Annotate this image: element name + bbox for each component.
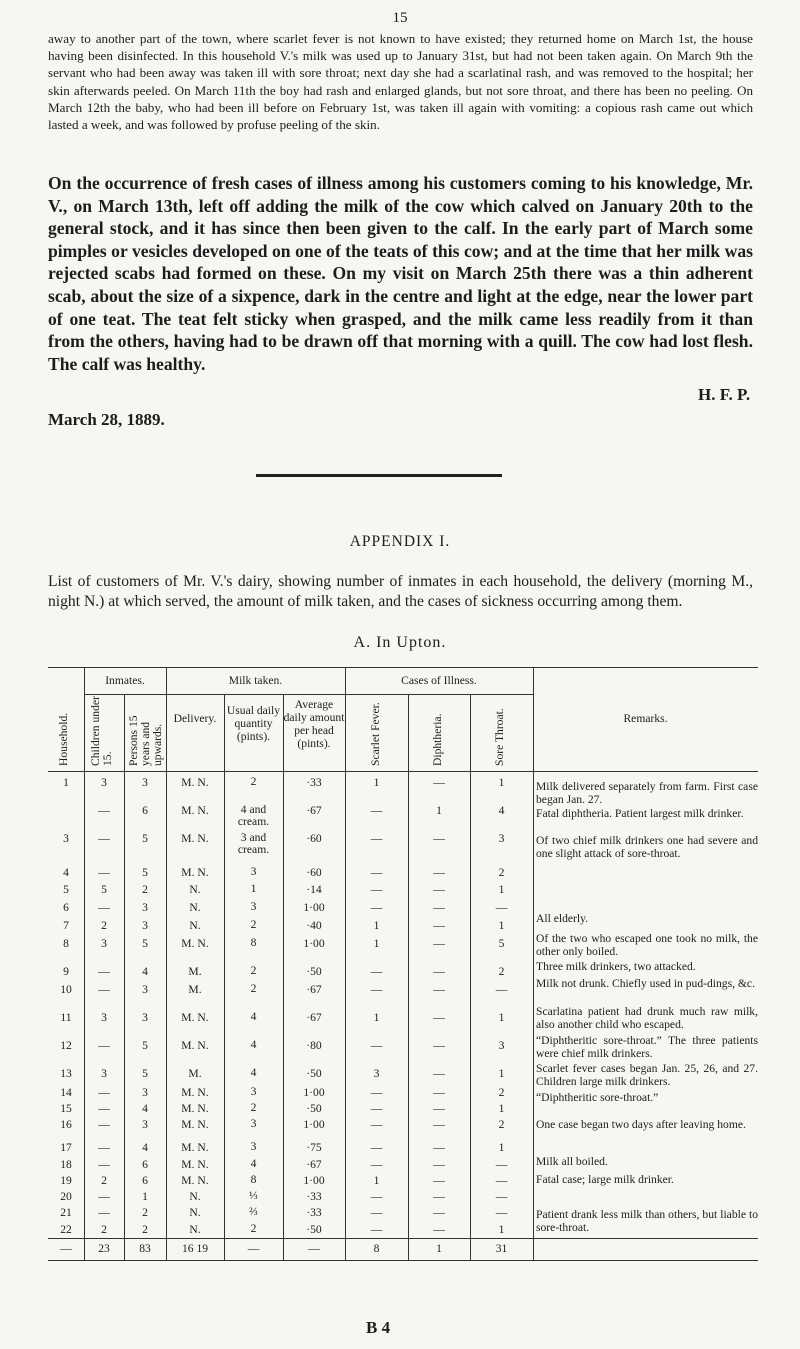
- table-cell: 20: [60, 1190, 72, 1203]
- table-cell: 13: [60, 1067, 72, 1080]
- table-cell: 3: [101, 776, 107, 789]
- table-cell: 4: [63, 866, 69, 879]
- table-cell: —: [370, 1223, 383, 1236]
- table-cell: —: [370, 883, 383, 896]
- table-cell: 3: [142, 1118, 148, 1131]
- table-cell: 2: [142, 1223, 148, 1236]
- date: March 28, 1889.: [48, 410, 165, 429]
- table-cell: ·67: [306, 1011, 322, 1024]
- table-cell: 2: [250, 1101, 257, 1114]
- table-cell: ·33: [306, 1190, 322, 1203]
- table-cell: 21: [60, 1206, 72, 1219]
- table-cell: 4: [250, 1010, 257, 1023]
- table-cell: —: [98, 804, 110, 817]
- table-group-rule: [84, 694, 533, 695]
- table-cell: ·33: [306, 776, 322, 789]
- table-cell: 3: [142, 1086, 148, 1099]
- table-cell: 22: [60, 1223, 72, 1236]
- table-cell: —: [370, 1190, 383, 1203]
- table-cell: 3: [498, 1039, 505, 1052]
- table-cell: M.: [188, 983, 202, 996]
- table-cell: —: [370, 1158, 383, 1171]
- table-cell: —: [433, 1086, 445, 1099]
- table-cell: 18: [60, 1158, 72, 1171]
- table-cell: 19: [60, 1174, 72, 1187]
- table-cell: —: [370, 1206, 383, 1219]
- table-cell: 14: [60, 1086, 72, 1099]
- remark: “Diphtheritic sore-throat.” The three patients were chief milk drinkers.: [536, 1034, 758, 1061]
- table-cell: 6: [63, 901, 69, 914]
- table-cell: —: [370, 1141, 383, 1154]
- table-cell: 4: [142, 965, 148, 978]
- table-cell: 3 and cream.: [237, 831, 270, 856]
- remark: Of the two who escaped one took no milk, the other only boiled.: [536, 932, 758, 959]
- table-cell: 3: [142, 776, 148, 789]
- table-cell: ·60: [306, 832, 322, 845]
- table-cell: M. N.: [181, 804, 209, 817]
- table-cell: M. N.: [181, 1174, 209, 1187]
- table-cell: ·80: [306, 1039, 322, 1052]
- table-cell: ⅔: [249, 1205, 258, 1218]
- table-cell: N.: [189, 901, 201, 914]
- table-cell: 1·00: [303, 901, 325, 914]
- table-cell: 12: [60, 1039, 72, 1052]
- table-cell: —: [433, 1206, 445, 1219]
- table-cell: —: [433, 776, 445, 789]
- town-heading: A. In Upton.: [353, 634, 447, 651]
- table-cell: 2: [101, 1223, 107, 1236]
- table-cell: —: [433, 1067, 445, 1080]
- table-cell: —: [433, 1039, 445, 1052]
- table-cell: —: [370, 983, 383, 996]
- table-cell: —: [98, 1102, 110, 1115]
- table-cell: 1: [373, 937, 380, 950]
- table-cell: 1: [436, 804, 442, 817]
- table-cell: 2: [142, 1206, 148, 1219]
- page-number: 15: [392, 10, 408, 26]
- table-cell: —: [495, 1174, 508, 1187]
- remark: Milk all boiled.: [536, 1155, 608, 1168]
- table-cell: —: [495, 1206, 508, 1219]
- table-cell: 2: [101, 1174, 107, 1187]
- table-cell: 3: [101, 1011, 107, 1024]
- table-cell: 3: [142, 901, 148, 914]
- table-cell: —: [433, 919, 445, 932]
- table-cell: 3: [142, 983, 148, 996]
- table-cell: N.: [189, 919, 201, 932]
- remark: Scarlatina patient had drunk much raw milk, also another child who escaped.: [536, 1005, 758, 1032]
- header-household: Household.: [57, 712, 70, 766]
- table-cell: ·75: [306, 1141, 322, 1154]
- table-cell: M.: [188, 965, 202, 978]
- table-cell: 4: [498, 804, 505, 817]
- table-cell: M.: [188, 1067, 202, 1080]
- remark: “Diphtheritic sore-throat.”: [536, 1091, 659, 1104]
- table-cell: 8: [250, 936, 257, 949]
- table-cell: 4: [250, 1038, 257, 1051]
- table-cell: 3: [250, 865, 257, 878]
- table-cell: —: [98, 832, 110, 845]
- table-cell: M. N.: [181, 1141, 209, 1154]
- table-cell: 6: [142, 1158, 148, 1171]
- header-usual: Usual daily quantity (pints).: [226, 704, 281, 743]
- table-cell: 1: [498, 883, 505, 896]
- header-sore-throat: Sore Throat.: [493, 708, 506, 766]
- table-cell: —: [370, 965, 383, 978]
- table-cell: ·40: [306, 919, 322, 932]
- table-cell: ·50: [306, 1067, 322, 1080]
- table-cell: 1·00: [303, 1118, 325, 1131]
- table-cell: 3: [250, 900, 257, 913]
- table-cell: 11: [60, 1011, 72, 1024]
- remark: Patient drank less milk than others, but liable to sore-throat.: [536, 1208, 758, 1235]
- table-cell: 1: [142, 1190, 148, 1203]
- table-cell: 3: [101, 1067, 107, 1080]
- remark: Fatal case; large milk drinker.: [536, 1173, 674, 1186]
- table-cell: —: [370, 1118, 383, 1131]
- table-cell: —: [98, 1039, 110, 1052]
- table-cell: —: [370, 1102, 383, 1115]
- table-cell: —: [433, 901, 445, 914]
- table-cell: 5: [142, 1067, 148, 1080]
- table-cell: ·60: [306, 866, 322, 879]
- header-diphtheria: Diphtheria.: [431, 713, 444, 766]
- table-cell: —: [370, 866, 383, 879]
- table-cell: —: [433, 983, 445, 996]
- remark: Fatal diphtheria. Patient largest milk drinker.: [536, 807, 744, 820]
- table-cell: —: [495, 1190, 508, 1203]
- table-cell: —: [433, 866, 445, 879]
- table-cell: 3: [142, 1011, 148, 1024]
- table-cell: 5: [498, 937, 505, 950]
- table-cell: 8: [63, 937, 69, 950]
- table-cell: 16: [60, 1118, 72, 1131]
- table-cell: 1: [373, 776, 380, 789]
- table-cell: M. N.: [181, 1039, 209, 1052]
- table-cell: 3: [498, 832, 505, 845]
- table-cell: —: [433, 883, 445, 896]
- table-cell: —: [98, 866, 110, 879]
- remark: Milk delivered separately from farm. First case began Jan. 27.: [536, 780, 758, 807]
- table-cell: —: [98, 901, 110, 914]
- table-cell: —: [433, 1174, 445, 1187]
- table-cell: 1: [498, 1067, 505, 1080]
- table-cell: 7: [63, 919, 69, 932]
- table-cell: M. N.: [181, 1118, 209, 1131]
- table-cell: 2: [250, 918, 257, 931]
- table-cell: —: [433, 1223, 445, 1236]
- table-cell: —: [433, 1102, 445, 1115]
- table-cell: 1·00: [303, 1174, 325, 1187]
- table-cell: ·50: [306, 965, 322, 978]
- table-cell: —: [433, 832, 445, 845]
- table-cell: 5: [142, 1039, 148, 1052]
- table-cell: 3: [373, 1067, 380, 1080]
- table-cell: 5: [142, 832, 148, 845]
- signature-mark: B 4: [366, 1318, 391, 1337]
- header-average: Average daily amount per head (pints).: [283, 698, 345, 750]
- table-cell: M. N.: [181, 866, 209, 879]
- remark: All elderly.: [536, 912, 589, 925]
- list-intro: List of customers of Mr. V.'s dairy, showing number of inmates in each household, the delivery (morning M., night N.) at which served, the amount of milk taken, and the cases of sickness occurring among them.: [48, 573, 753, 610]
- table-cell: 1: [498, 1141, 505, 1154]
- remark: Milk not drunk. Chiefly used in pud-dings, &c.: [536, 977, 755, 990]
- table-cell: M. N.: [181, 1011, 209, 1024]
- table-cell: 2: [250, 1222, 257, 1235]
- table-header-rule: [48, 771, 758, 772]
- table-cell: 8: [250, 1173, 257, 1186]
- table-cell: 3: [142, 919, 148, 932]
- table-cell: —: [370, 832, 383, 845]
- table-cell: 4: [250, 1066, 257, 1079]
- table-cell: 3: [250, 1140, 257, 1153]
- table-cell: 6: [142, 1174, 148, 1187]
- table-cell: 1: [373, 919, 380, 932]
- table-cell: 1·00: [303, 1086, 325, 1099]
- table-cell: —: [98, 983, 110, 996]
- table-cell: N.: [189, 1223, 201, 1236]
- paragraph-main: On the occurrence of fresh cases of illness among his customers coming to his knowledge, Mr. V., on March 13th, left off adding the milk of the cow which calved on January 20th to the general stock, and it has since then been given to the calf. In the early part of March some pimples or vesicles developed on one of the teats of this cow; and at the time that her milk was rejected scabs had formed on these. On my visit on March 25th there was a thin adherent scab, about the size of a sixpence, dark in the centre and light at the edge, near the lower part of one teat. The teat felt sticky when grasped, and the milk came less readily from it than from the others, having had to be drawn off that morning with a quill. The cow had lost flesh. The calf was healthy.: [48, 173, 753, 374]
- table-cell: M. N.: [181, 937, 209, 950]
- table-cell: 6: [142, 804, 148, 817]
- table-cell: ·67: [306, 983, 322, 996]
- table-cell: —: [98, 1118, 110, 1131]
- appendix-title: APPENDIX I.: [349, 533, 451, 550]
- table-cell: 3: [101, 937, 107, 950]
- remark: Scarlet fever cases began Jan. 25, 26, and 27. Children large milk drinkers.: [536, 1062, 758, 1089]
- table-cell: 5: [142, 866, 148, 879]
- table-top-rule: [48, 667, 758, 668]
- table-cell: M. N.: [181, 776, 209, 789]
- table-cell: 1: [63, 776, 69, 789]
- header-persons: Persons 15 years and upwards.: [127, 715, 164, 766]
- table-cell: 1: [498, 1011, 505, 1024]
- table-cell: 1: [373, 1011, 380, 1024]
- table-cell: 3: [63, 832, 69, 845]
- table-cell: 1·00: [303, 937, 325, 950]
- table-cell: —: [433, 1158, 445, 1171]
- table-cell: ·67: [306, 804, 322, 817]
- table-cell: 2: [498, 866, 505, 879]
- table-cell: 5: [142, 937, 148, 950]
- table-cell: ·50: [306, 1223, 322, 1236]
- table-cell: 4: [142, 1102, 148, 1115]
- table-cell: M. N.: [181, 1086, 209, 1099]
- table-cell: 1: [250, 882, 257, 895]
- table-cell: 9: [63, 965, 69, 978]
- table-cell: 2: [498, 965, 505, 978]
- table-cell: —: [370, 1039, 383, 1052]
- paragraph-intro: away to another part of the town, where scarlet fever is not known to have existed; they returned home on March 1st, the house having been disinfected. In this household V.'s milk was used up to January 31st, but had not been taken again. On March 9th the servant who had been away was taken ill with sore throat; next day she had a scarlatinal rash, and was removed to the hospital; her skin afterwards peeled. On March 11th the boy had rash and enlarged glands, but not sore throat, and there has been no peeling. On March 12th the baby, who had been ill before on February 1st, was taken ill again with vomiting: a copious rash came out which lasted a week, and was followed by profuse peeling of the skin.: [48, 31, 753, 133]
- table-cell: —: [370, 804, 383, 817]
- table-cell: 2: [498, 1118, 505, 1131]
- divider: [256, 474, 502, 477]
- table-cell: —: [433, 1141, 445, 1154]
- header-delivery: Delivery.: [173, 712, 217, 725]
- header-scarlet: Scarlet Fever.: [369, 702, 382, 766]
- table-cell: M. N.: [181, 1102, 209, 1115]
- table-cell: 1: [498, 919, 505, 932]
- header-inmates: Inmates.: [105, 674, 145, 687]
- table-cell: ⅓: [249, 1189, 258, 1202]
- table-cell: —: [98, 1141, 110, 1154]
- table-cell: ·14: [306, 883, 322, 896]
- table-cell: —: [98, 1158, 110, 1171]
- remark: Three milk drinkers, two attacked.: [536, 960, 696, 973]
- table-cell: N.: [189, 1190, 201, 1203]
- table-cell: ·67: [306, 1158, 322, 1171]
- totals-row: — 23 83 16 19 — — 8 1 31: [60, 1242, 508, 1255]
- table-cell: 2: [250, 775, 257, 788]
- remark: Of two chief milk drinkers one had severe and one slight attack of sore-throat.: [536, 834, 758, 861]
- header-milk-taken: Milk taken.: [228, 674, 283, 687]
- table-cell: 4: [142, 1141, 148, 1154]
- table-cell: 17: [60, 1141, 72, 1154]
- table-cell: ·50: [306, 1102, 322, 1115]
- table-cell: —: [98, 1206, 110, 1219]
- table-cell: —: [433, 1118, 445, 1131]
- table-cell: 2: [250, 982, 257, 995]
- table-cell: 4 and cream.: [237, 803, 270, 828]
- table-cell: 2: [101, 919, 107, 932]
- table-cell: —: [370, 1086, 383, 1099]
- table-cell: 3: [250, 1085, 257, 1098]
- table-cell: 4: [250, 1157, 257, 1170]
- table-cell: 2: [250, 964, 257, 977]
- table-cell: M. N.: [181, 832, 209, 845]
- header-remarks: Remarks.: [623, 712, 668, 725]
- remark: One case began two days after leaving home.: [536, 1118, 746, 1131]
- table-cell: 5: [101, 883, 107, 896]
- table-cell: ·33: [306, 1206, 322, 1219]
- table-cell: —: [495, 983, 508, 996]
- table-cell: N.: [189, 883, 201, 896]
- table-cell: N.: [189, 1206, 201, 1219]
- table-cell: 3: [250, 1117, 257, 1130]
- table-cell: —: [495, 1158, 508, 1171]
- signature: H. F. P.: [698, 385, 751, 404]
- table-cell: —: [98, 1086, 110, 1099]
- header-cases: Cases of Illness.: [401, 674, 477, 687]
- table-cell: —: [98, 1190, 110, 1203]
- table-cell: M. N.: [181, 1158, 209, 1171]
- table-cell: —: [433, 937, 445, 950]
- table-cell: —: [433, 1190, 445, 1203]
- table-cell: —: [433, 1011, 445, 1024]
- header-children: Children under 15.: [89, 696, 114, 766]
- table-cell: —: [98, 965, 110, 978]
- table-cell: 2: [142, 883, 148, 896]
- table-cell: 10: [60, 983, 72, 996]
- table-cell: 1: [498, 1102, 505, 1115]
- table-cell: 1: [373, 1174, 380, 1187]
- table-cell: 5: [63, 883, 69, 896]
- table-cell: 2: [498, 1086, 505, 1099]
- table-cell: —: [433, 965, 445, 978]
- table-cell: 1: [498, 776, 505, 789]
- table-cell: —: [495, 901, 508, 914]
- table-cell: 15: [60, 1102, 72, 1115]
- table-cell: 1: [498, 1223, 505, 1236]
- table-cell: —: [370, 901, 383, 914]
